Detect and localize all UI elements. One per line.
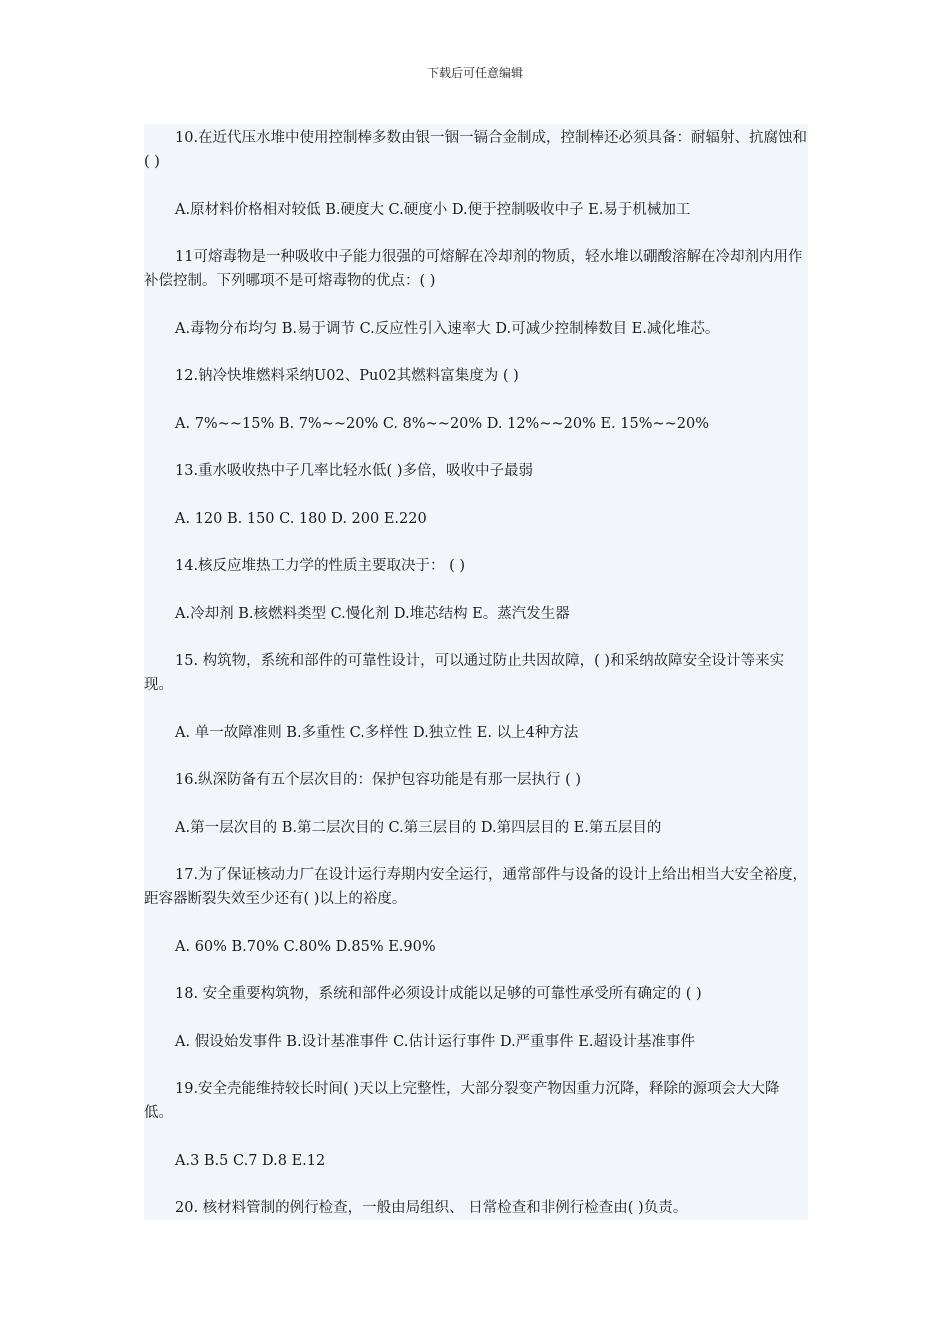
question-19: 19.安全壳能维持较长时间( )天以上完整性，大部分裂变产物因重力沉降，释除的源项会大大降低。 (144, 1081, 780, 1121)
options-10: A.原材料价格相对较低 B.硬度大 C.硬度小 D.便于控制吸收中子 E.易于机械加工 (175, 202, 691, 218)
options-16: A.第一层次目的 B.第二层次目的 C.第三层目的 D.第四层目的 E.第五层目的 (175, 820, 662, 836)
document-body (144, 124, 808, 1220)
options-15: A. 单一故障准则 B.多重性 C.多样性 D.独立性 E. 以上4种方法 (175, 725, 579, 741)
question-16: 16.纵深防备有五个层次目的：保护包容功能是有那一层执行 ( ) (175, 772, 582, 788)
question-10: 10.在近代压水堆中使用控制棒多数由银一铟一镉合金制成，控制棒还必须具备：耐辐射、抗腐蚀和( ) (144, 130, 808, 170)
options-17: A. 60% B.70% C.80% D.85% E.90% (175, 939, 436, 955)
question-12: 12.钠冷快堆燃料采纳U02、Pu02其燃料富集度为 ( ) (175, 368, 519, 384)
question-17: 17.为了保证核动力厂在设计运行寿期内安全运行，通常部件与设备的设计上给出相当大安全裕度，距容器断裂失效至少还有( )以上的裕度。 (144, 867, 808, 907)
options-19: A.3 B.5 C.7 D.8 E.12 (175, 1153, 326, 1169)
question-20: 20. 核材料管制的例行检查，一般由局组织、 日常检查和非例行检查由( )负责。 (175, 1200, 688, 1216)
options-11: A.毒物分布均匀 B.易于调节 C.反应性引入速率大 D.可减少控制棒数目 E.减化堆芯。 (175, 321, 720, 337)
options-13: A. 120 B. 150 C. 180 D. 200 E.220 (175, 511, 427, 527)
page-header: 下载后可任意编辑 (426, 66, 523, 80)
question-18: 18. 安全重要构筑物，系统和部件必须设计成能以足够的可靠性承受所有确定的 ( ) (175, 986, 702, 1002)
options-18: A. 假设始发事件 B.设计基准事件 C.估计运行事件 D.严重事件 E.超设计基准事件 (175, 1034, 695, 1050)
options-12: A. 7%~~15% B. 7%~~20% C. 8%~~20% D. 12%~~20% E. 15%~~20% (175, 416, 710, 432)
options-14: A.冷却剂 B.核燃料类型 C.慢化剂 D.堆芯结构 E。蒸汽发生器 (175, 606, 570, 622)
question-11: 11可熔毒物是一种吸收中子能力很强的可熔解在冷却剂的物质，轻水堆以硼酸溶解在冷却剂内用作补偿控制。下列哪项不是可熔毒物的优点：( ) (144, 249, 803, 289)
question-14: 14.核反应堆热工力学的性质主要取决于： ( ) (175, 558, 466, 574)
question-15: 15. 构筑物，系统和部件的可靠性设计，可以通过防止共因故障，( )和采纳故障安全设计等来实现。 (144, 653, 785, 693)
question-13: 13.重水吸收热中子几率比轻水低( )多倍，吸收中子最弱 (175, 463, 533, 479)
